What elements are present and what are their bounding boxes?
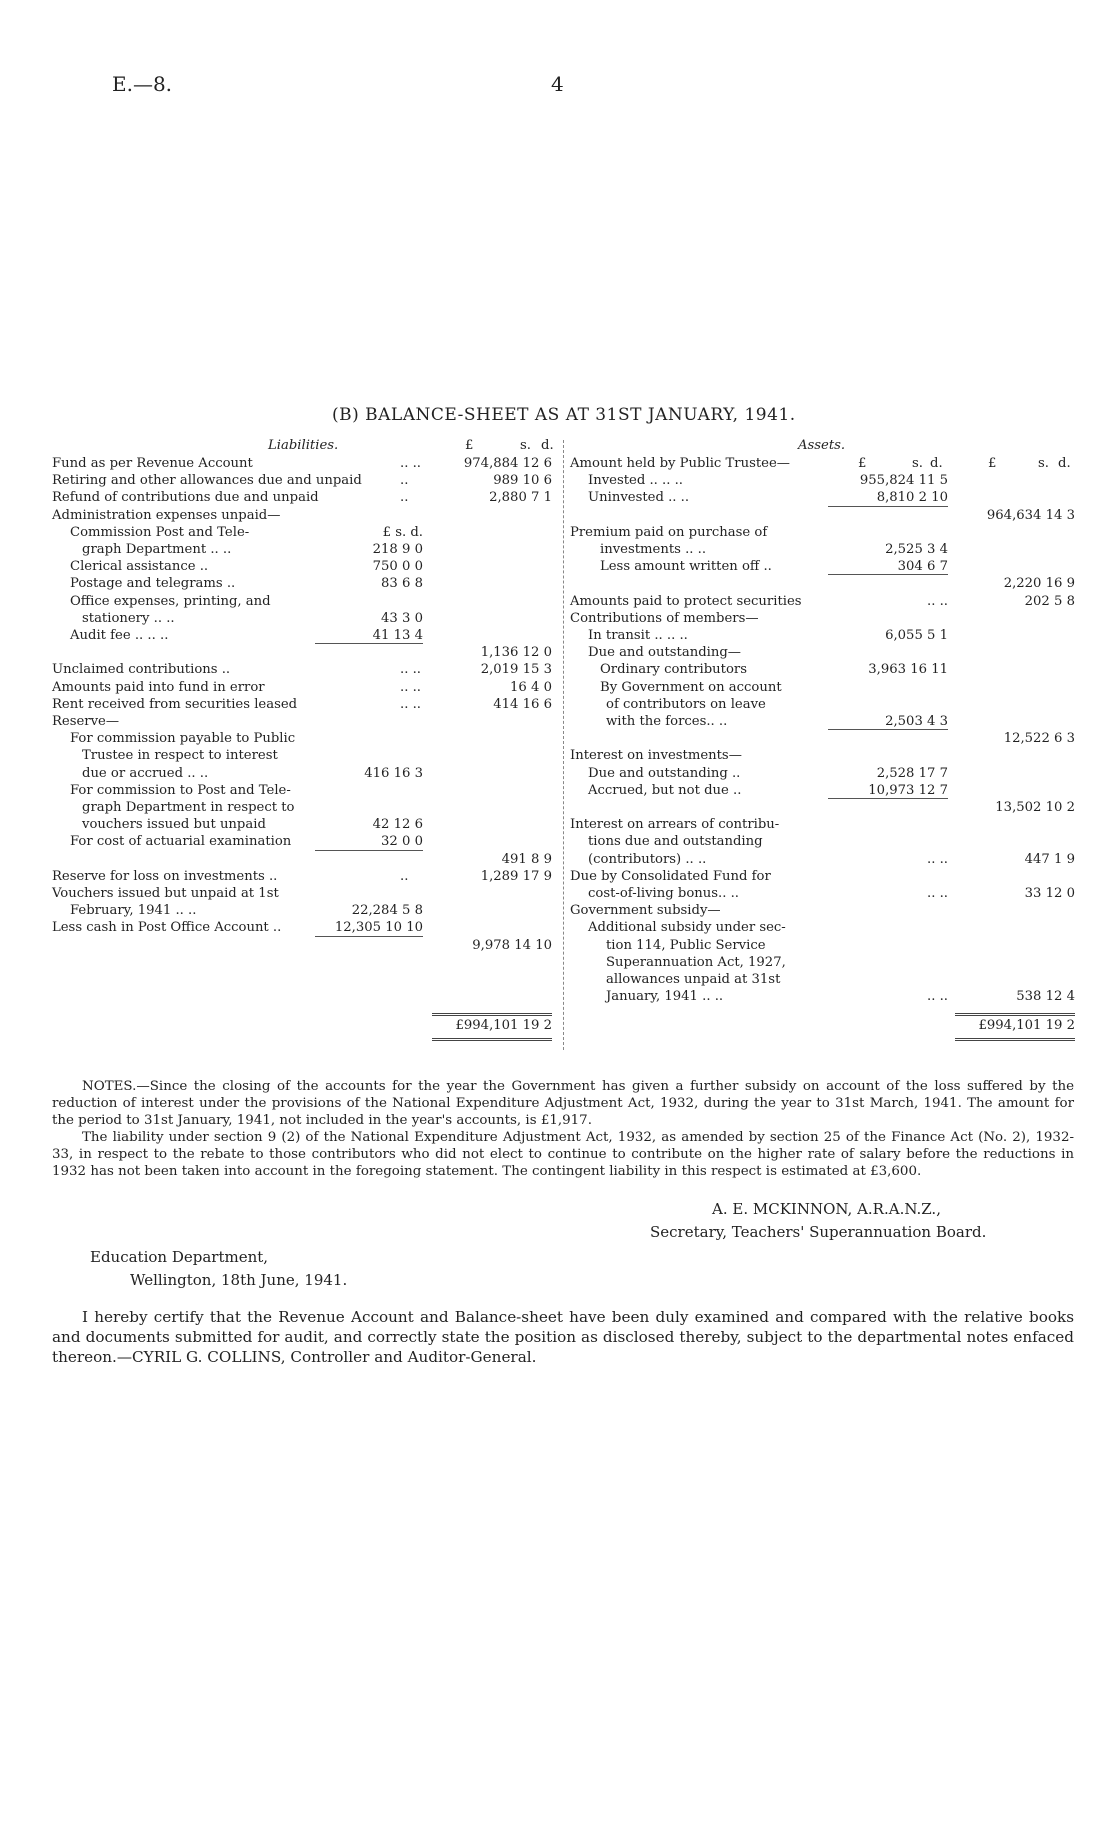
asset-line-text: of contributors on leave <box>606 696 766 712</box>
liability-line-text: Fund as per Revenue Account <box>52 456 253 471</box>
assets-col-pounds-header: £ <box>858 456 867 471</box>
asset-line-text: tions due and outstanding <box>588 834 763 850</box>
asset-line-text: cost-of-living bonus.. .. <box>588 886 739 901</box>
asset-line-subamount: 10,973 12 7 <box>868 782 948 798</box>
asset-line-amount: 33 12 0 <box>1024 886 1075 901</box>
liability-line-text: due or accrued .. .. <box>82 765 209 781</box>
liability-line-leader: .. .. <box>400 696 421 712</box>
liability-line-amount: 16 4 0 <box>510 679 552 695</box>
asset-line-text: Interest on investments— <box>570 748 742 764</box>
liability-line-amount: 2,019 15 3 <box>480 662 552 678</box>
liabilities-total-rule-bottom <box>432 1038 552 1041</box>
liability-line-text: Retiring and other allowances due and unpaid <box>52 473 362 489</box>
liability-line-amount: 491 8 9 <box>501 851 552 867</box>
asset-subtotal-rule <box>828 506 948 507</box>
asset-subtotal-rule <box>828 798 948 799</box>
liability-line-leader: .. <box>400 868 409 884</box>
asset-line-subamount: .. .. <box>927 593 948 609</box>
liability-line-text: graph Department in respect to <box>82 800 295 815</box>
asset-line-text: Invested .. .. .. <box>588 473 683 489</box>
asset-line-text: Due by Consolidated Fund for <box>570 868 771 884</box>
liability-line-subamount: 22,284 5 8 <box>351 903 423 919</box>
asset-subtotal-rule <box>828 729 948 730</box>
liability-line-subamount: 42 12 6 <box>372 817 423 833</box>
liability-line-text: Clerical assistance .. <box>70 559 209 575</box>
asset-line-text: Additional subsidy under sec- <box>588 920 786 936</box>
asset-line-subamount: 955,824 11 5 <box>859 473 948 489</box>
asset-line-text: Accrued, but not due .. <box>588 782 742 798</box>
liabilities-heading: Liabilities. <box>268 438 339 453</box>
asset-line-amount: 12,522 6 3 <box>1003 731 1075 747</box>
asset-line-text: Contributions of members— <box>570 610 759 626</box>
asset-line-text: Uninvested .. .. <box>588 490 690 506</box>
liability-line-text: vouchers issued but unpaid <box>82 817 266 833</box>
asset-line-subamount: .. .. <box>927 851 948 867</box>
asset-line-text: Government subsidy— <box>570 903 721 919</box>
liability-line-amount: 1,136 12 0 <box>480 645 552 661</box>
liability-line-amount: 974,884 12 6 <box>463 456 552 471</box>
audit-certificate: I hereby certify that the Revenue Account and Balance-sheet have been duly examined and compared with the relative books and documents submitted for audit, and correctly state the position as disclosed thereby, subject to the departmental notes enfaced thereon.—CYRIL G. COLLINS, Controller and Auditor-General. <box>52 1308 1074 1366</box>
title-main: (B) BALANCE-SHEET <box>332 405 529 425</box>
asset-line-subamount: 2,525 3 4 <box>885 542 948 557</box>
asset-line-text: Ordinary contributors <box>600 662 747 678</box>
liability-line-subamount: 750 0 0 <box>372 559 423 575</box>
asset-line-text: investments .. .. <box>600 542 707 557</box>
liability-line-subamount: 41 13 4 <box>372 628 423 643</box>
address-line-1: Education Department, <box>90 1248 269 1266</box>
assets-col-pounds2-header: £ <box>988 456 997 471</box>
liabilities-total-rule-top <box>432 1013 552 1016</box>
asset-line-subamount: 3,963 16 11 <box>868 662 948 678</box>
liability-line-leader: .. <box>400 473 409 489</box>
asset-line-amount: 447 1 9 <box>1024 851 1075 867</box>
asset-line-amount: 538 12 4 <box>1016 989 1075 1005</box>
asset-line-text: Due and outstanding .. <box>588 765 741 781</box>
liability-line-text: Rent received from securities leased <box>52 696 298 712</box>
asset-line-text: In transit .. .. .. <box>588 628 688 643</box>
asset-line-text: (contributors) .. .. <box>588 851 707 867</box>
asset-line-subamount: 304 6 7 <box>897 559 948 575</box>
assets-col-pence2-header: d. <box>1058 456 1071 471</box>
assets-total-rule-bottom <box>955 1038 1075 1041</box>
liability-line-text: Audit fee .. .. .. <box>70 628 169 643</box>
liability-line-amount: 2,880 7 1 <box>489 490 552 506</box>
signature-role: Secretary, Teachers' Superannuation Board. <box>650 1223 987 1241</box>
asset-line-text: Less amount written off .. <box>600 559 772 575</box>
asset-line-text: By Government on account <box>600 679 782 695</box>
liability-line-subamount: 416 16 3 <box>364 765 423 781</box>
asset-line-text: Due and outstanding— <box>588 645 741 661</box>
assets-col-pence-header: d. <box>930 456 943 471</box>
liability-line-text: Vouchers issued but unpaid at 1st <box>52 886 279 901</box>
asset-line-text: allowances unpaid at 31st <box>606 972 781 987</box>
notes-section <box>52 1078 1074 1180</box>
liability-line-subamount: 12,305 10 10 <box>334 920 423 936</box>
liability-line-amount: 989 10 6 <box>493 473 552 489</box>
liability-line-text: February, 1941 .. .. <box>70 903 197 919</box>
assets-total-rule-top <box>955 1013 1075 1016</box>
asset-line-subamount: 8,810 2 10 <box>876 490 948 506</box>
asset-line-text: Interest on arrears of contribu- <box>570 817 780 833</box>
liability-line-subamount: 32 0 0 <box>381 834 423 850</box>
liability-line-subamount: 218 9 0 <box>372 542 423 557</box>
liability-line-amount: 414 16 6 <box>493 696 552 712</box>
title-date: AS AT 31ST JANUARY, 1941. <box>534 405 796 425</box>
liability-line-leader: .. .. <box>400 456 421 471</box>
asset-line-text: tion 114, Public Service <box>606 937 766 953</box>
asset-line-amount: 202 5 8 <box>1024 593 1075 609</box>
asset-line-amount: 2,220 16 9 <box>1003 576 1075 592</box>
liability-line-amount: 9,978 14 10 <box>472 937 552 953</box>
liability-line-text: Amounts paid into fund in error <box>52 679 265 695</box>
liability-line-text: graph Department .. .. <box>82 542 232 557</box>
liability-line-text: Administration expenses unpaid— <box>52 507 281 523</box>
asset-line-text: with the forces.. .. <box>606 714 728 729</box>
assets-total: £994,101 19 2 <box>978 1018 1075 1033</box>
asset-line-subamount: .. .. <box>927 886 948 901</box>
assets-heading: Assets. <box>798 438 846 453</box>
liability-line-text: For commission payable to Public <box>70 731 296 747</box>
liability-line-text: Unclaimed contributions .. <box>52 662 231 678</box>
asset-line-amount: 964,634 14 3 <box>986 507 1075 523</box>
col-pence-header: d. <box>541 438 554 453</box>
liability-line-text: Refund of contributions due and unpaid <box>52 490 319 506</box>
note-paragraph-2: The liability under section 9 (2) of the National Expenditure Adjustment Act, 1932, as amended by section 25 of the Finance Act (No. 2), 1932-33, in respect to the rebate to those contributors who did not elect to continue to contribute on the higher rate of salary before the reductions in 1932 has not been taken into account in the foregoing statement. The contingent liability in this respect is estimated at £3,600. <box>52 1130 1074 1179</box>
liability-line-text: Commission Post and Tele- <box>70 524 250 540</box>
liability-line-leader: .. .. <box>400 662 421 678</box>
liability-line-amount: 1,289 17 9 <box>480 868 552 884</box>
liabilities-total: £994,101 19 2 <box>455 1018 552 1033</box>
asset-line-subamount: .. .. <box>927 989 948 1005</box>
asset-line-text: Premium paid on purchase of <box>570 524 768 540</box>
liability-line-subamount: £ s. d. <box>382 524 423 540</box>
liability-line-text: For commission to Post and Tele- <box>70 782 291 798</box>
asset-line-subamount: 2,528 17 7 <box>876 765 948 781</box>
signature-name: A. E. MCKINNON, A.R.A.N.Z., <box>712 1200 941 1218</box>
asset-subtotal-rule <box>828 574 948 575</box>
asset-line-text: Superannuation Act, 1927, <box>606 954 786 970</box>
asset-line-text: January, 1941 .. .. <box>606 989 724 1005</box>
assets-col-shillings-header: s. <box>912 456 923 471</box>
liability-line-subamount: 43 3 0 <box>381 610 423 626</box>
note-paragraph-1: NOTES.—Since the closing of the accounts for the year the Government has given a further subsidy on account of the loss suffered by the reduction of interest under the provisions of the National Expenditure Adjustment Act, 1932, during the year to 31st March, 1941. The amount for the period to 31st January, 1941, not included in the year's accounts, is £1,917. <box>52 1079 1074 1128</box>
liability-line-text: Trustee in respect to interest <box>82 748 278 764</box>
liability-line-text: Office expenses, printing, and <box>70 593 271 609</box>
liability-line-text: Reserve for loss on investments .. <box>52 868 278 884</box>
liability-line-text: For cost of actuarial examination <box>70 834 292 850</box>
column-divider <box>563 440 564 1050</box>
col-shillings-header: s. <box>520 438 531 453</box>
asset-line-subamount: 2,503 4 3 <box>885 714 948 729</box>
assets-col-shillings2-header: s. <box>1038 456 1049 471</box>
col-pounds-header: £ <box>465 438 474 453</box>
document-reference: E.—8. <box>112 72 173 96</box>
liability-line-text: Reserve— <box>52 714 120 729</box>
liability-line-leader: .. .. <box>400 679 421 695</box>
liability-line-text: stationery .. .. <box>82 610 175 626</box>
asset-line-amount: 13,502 10 2 <box>995 800 1075 815</box>
liability-line-text: Postage and telegrams .. <box>70 576 236 592</box>
liability-line-subamount: 83 6 8 <box>381 576 423 592</box>
asset-line-subamount: 6,055 5 1 <box>885 628 948 643</box>
liability-line-leader: .. <box>400 490 409 506</box>
asset-line-text: Amounts paid to protect securities <box>570 593 802 609</box>
page-number: 4 <box>551 72 564 96</box>
address-line-2: Wellington, 18th June, 1941. <box>130 1271 348 1289</box>
liability-line-text: Less cash in Post Office Account .. <box>52 920 282 936</box>
asset-line-text: Amount held by Public Trustee— <box>570 456 790 471</box>
